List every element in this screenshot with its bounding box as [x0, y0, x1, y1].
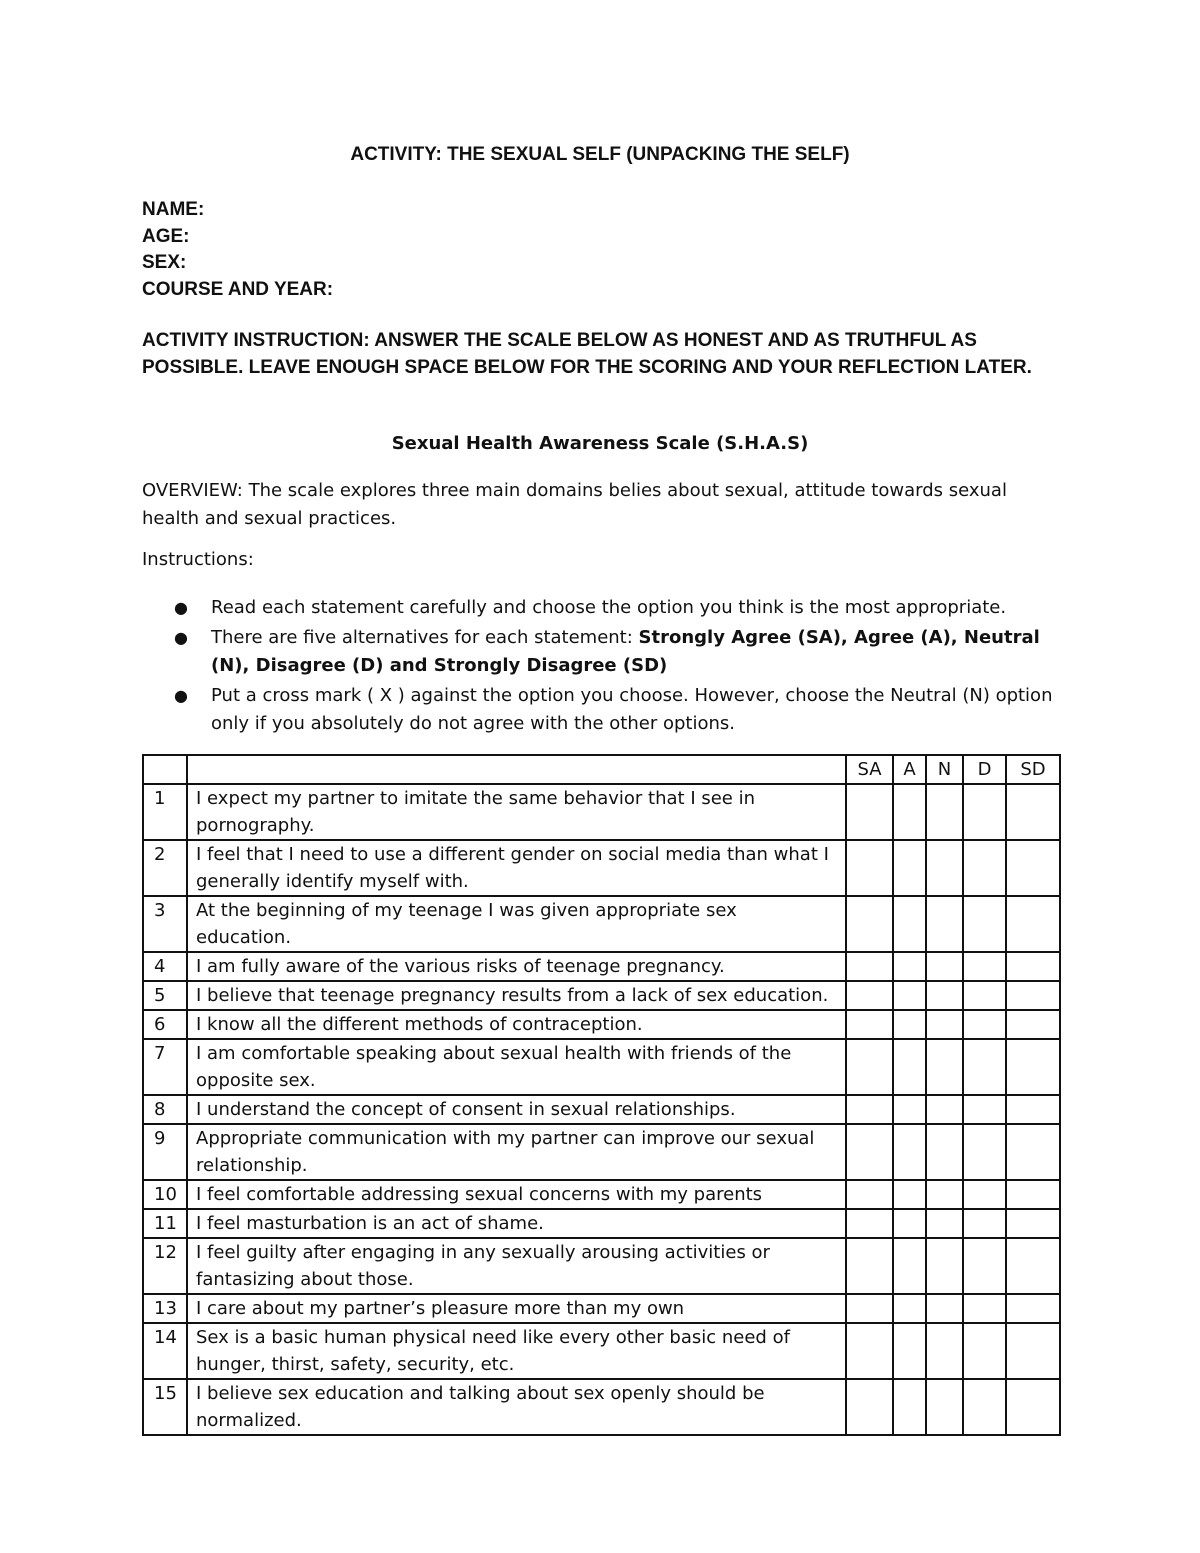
item-statement: I expect my partner to imitate the same behavior that I see in pornography. [187, 784, 846, 840]
item-statement: I feel masturbation is an act of shame. [187, 1209, 846, 1238]
answer-cell-sa[interactable] [846, 840, 893, 896]
table-header-row [143, 755, 1060, 784]
answer-cell-sa[interactable] [846, 1294, 893, 1323]
page-title: ACTIVITY: THE SEXUAL SELF (UNPACKING THE SELF) [350, 144, 850, 165]
answer-cell-n[interactable] [926, 896, 963, 952]
sex-field-label: SEX: [142, 252, 187, 273]
list-item [142, 682, 1062, 739]
bullet-text: There are five alternatives for each statement: [211, 626, 639, 648]
table-row [143, 1294, 1060, 1323]
answer-cell-d[interactable] [963, 952, 1006, 981]
answer-cell-n[interactable] [926, 952, 963, 981]
item-statement: I understand the concept of consent in sexual relationships. [187, 1095, 846, 1124]
item-statement: I feel guilty after engaging in any sexually arousing activities or fantasizing about those. [187, 1238, 846, 1294]
table-row [143, 840, 1060, 896]
answer-cell-sa[interactable] [846, 784, 893, 840]
student-info-fields [142, 197, 333, 303]
answer-cell-n[interactable] [926, 1010, 963, 1039]
table-row [143, 1095, 1060, 1124]
answer-cell-d[interactable] [963, 1294, 1006, 1323]
header-d: D [963, 755, 1006, 784]
list-item [142, 624, 1062, 681]
item-statement: I am fully aware of the various risks of teenage pregnancy. [187, 952, 846, 981]
instruction-list [142, 594, 1062, 740]
answer-cell-sd[interactable] [1006, 1039, 1060, 1095]
answer-cell-sa[interactable] [846, 1379, 893, 1435]
answer-cell-a[interactable] [893, 896, 926, 952]
answer-cell-n[interactable] [926, 1294, 963, 1323]
table-row [143, 1209, 1060, 1238]
answer-cell-n[interactable] [926, 1209, 963, 1238]
table-row [143, 1238, 1060, 1294]
item-statement: I feel that I need to use a different gender on social media than what I generally identify myself with. [187, 840, 846, 896]
answer-cell-sd[interactable] [1006, 784, 1060, 840]
answer-cell-n[interactable] [926, 784, 963, 840]
answer-cell-n[interactable] [926, 981, 963, 1010]
answer-cell-sd[interactable] [1006, 1238, 1060, 1294]
answer-cell-sd[interactable] [1006, 1010, 1060, 1039]
item-number: 13 [143, 1294, 187, 1323]
table-row [143, 784, 1060, 840]
bullet-icon: ● [174, 598, 188, 617]
answer-cell-sd[interactable] [1006, 896, 1060, 952]
answer-cell-sd[interactable] [1006, 1180, 1060, 1209]
item-number: 1 [143, 784, 187, 840]
instructions-label: Instructions: [142, 549, 254, 570]
item-statement: I know all the different methods of contraception. [187, 1010, 846, 1039]
item-statement: I am comfortable speaking about sexual health with friends of the opposite sex. [187, 1039, 846, 1095]
answer-cell-sa[interactable] [846, 1095, 893, 1124]
item-number: 15 [143, 1379, 187, 1435]
answer-cell-a[interactable] [893, 1095, 926, 1124]
answer-cell-a[interactable] [893, 1124, 926, 1180]
table-row [143, 896, 1060, 952]
table-body [143, 784, 1060, 1435]
age-field-label: AGE: [142, 225, 190, 247]
answer-cell-a[interactable] [893, 784, 926, 840]
answer-cell-n[interactable] [926, 840, 963, 896]
table-row [143, 1323, 1060, 1379]
answer-cell-sd[interactable] [1006, 952, 1060, 981]
item-number: 5 [143, 981, 187, 1010]
answer-cell-n[interactable] [926, 1180, 963, 1209]
overview-paragraph: OVERVIEW: The scale explores three main domains belies about sexual, attitude towards sexual health and sexual practices. [142, 480, 1007, 529]
item-number: 7 [143, 1039, 187, 1095]
answer-cell-a[interactable] [893, 1209, 926, 1238]
item-number: 2 [143, 840, 187, 896]
answer-cell-n[interactable] [926, 1095, 963, 1124]
name-field-label: NAME: [142, 199, 205, 220]
answer-cell-a[interactable] [893, 981, 926, 1010]
item-number: 4 [143, 952, 187, 981]
answer-cell-n[interactable] [926, 1238, 963, 1294]
item-statement: I believe sex education and talking about sex openly should be normalized. [187, 1379, 846, 1435]
answer-cell-sa[interactable] [846, 952, 893, 981]
item-number: 14 [143, 1323, 187, 1379]
answer-cell-d[interactable] [963, 1039, 1006, 1095]
item-statement: I care about my partner’s pleasure more than my own [187, 1294, 846, 1323]
answer-cell-a[interactable] [893, 1180, 926, 1209]
answer-cell-sd[interactable] [1006, 1124, 1060, 1180]
course-field-label: COURSE AND YEAR: [142, 278, 334, 300]
answer-cell-n[interactable] [926, 1323, 963, 1379]
answer-cell-d[interactable] [963, 1379, 1006, 1435]
answer-cell-d[interactable] [963, 1323, 1006, 1379]
answer-cell-d[interactable] [963, 896, 1006, 952]
answer-cell-a[interactable] [893, 840, 926, 896]
table-row [143, 1379, 1060, 1435]
item-statement: I feel comfortable addressing sexual concerns with my parents [187, 1180, 846, 1209]
header-statement-cell [187, 755, 846, 784]
item-statement: I believe that teenage pregnancy results from a lack of sex education. [187, 981, 846, 1010]
answer-cell-n[interactable] [926, 1039, 963, 1095]
answer-cell-sa[interactable] [846, 1124, 893, 1180]
bullet-icon: ● [174, 685, 188, 705]
answer-cell-sa[interactable] [846, 1010, 893, 1039]
answer-cell-sd[interactable] [1006, 1209, 1060, 1238]
answer-cell-sa[interactable] [846, 1039, 893, 1095]
answer-cell-sd[interactable] [1006, 1323, 1060, 1379]
answer-cell-d[interactable] [963, 981, 1006, 1010]
answer-cell-a[interactable] [893, 1039, 926, 1095]
answer-cell-d[interactable] [963, 1010, 1006, 1039]
table-row [143, 1010, 1060, 1039]
item-number: 6 [143, 1010, 187, 1039]
bullet-text: Read each statement carefully and choose the option you think is the most appropriate. [211, 597, 1007, 618]
bullet-bold-text: Strongly Agree (SA), Agree (A), Neutral (N), Disagree (D) and Strongly Disagree (SD) [211, 626, 1040, 676]
header-number-cell [143, 755, 187, 784]
table-row [143, 1039, 1060, 1095]
item-number: 9 [143, 1124, 187, 1180]
item-number: 11 [143, 1209, 187, 1238]
answer-cell-sa[interactable] [846, 1238, 893, 1294]
list-item [142, 594, 1062, 623]
answer-cell-a[interactable] [893, 1294, 926, 1323]
table-row [143, 981, 1060, 1010]
header-sd: SD [1006, 755, 1060, 784]
item-number: 3 [143, 896, 187, 952]
item-number: 12 [143, 1238, 187, 1294]
answer-cell-sd[interactable] [1006, 1095, 1060, 1124]
header-a: A [893, 755, 926, 784]
item-statement: At the beginning of my teenage I was given appropriate sex education. [187, 896, 846, 952]
table-row [143, 1124, 1060, 1180]
answer-cell-sd[interactable] [1006, 981, 1060, 1010]
answer-cell-d[interactable] [963, 1209, 1006, 1238]
answer-cell-a[interactable] [893, 1379, 926, 1435]
answer-cell-n[interactable] [926, 1379, 963, 1435]
table-row [143, 952, 1060, 981]
scale-table [142, 754, 1061, 1436]
answer-cell-sa[interactable] [846, 1180, 893, 1209]
answer-cell-sa[interactable] [846, 1323, 893, 1379]
bullet-text: Put a cross mark ( X ) against the option you choose. However, choose the Neutral (N) option only if you absolutely do not agree with the other options. [211, 684, 1053, 734]
scale-title: Sexual Health Awareness Scale (S.H.A.S) [391, 433, 809, 454]
answer-cell-a[interactable] [893, 952, 926, 981]
item-number: 10 [143, 1180, 187, 1209]
answer-cell-sa[interactable] [846, 896, 893, 952]
answer-cell-d[interactable] [963, 784, 1006, 840]
item-statement: Appropriate communication with my partner can improve our sexual relationship. [187, 1124, 846, 1180]
answer-cell-n[interactable] [926, 1124, 963, 1180]
activity-instruction: ACTIVITY INSTRUCTION: ANSWER THE SCALE BELOW AS HONEST AND AS TRUTHFUL AS POSSIBLE. LEAVE ENOUGH SPACE BELOW FOR THE SCORING AND YOUR REFLECTION LATER. [142, 330, 1032, 378]
header-n: N [926, 755, 963, 784]
answer-cell-d[interactable] [963, 1238, 1006, 1294]
answer-cell-d[interactable] [963, 1180, 1006, 1209]
item-statement: Sex is a basic human physical need like every other basic need of hunger, thirst, safety, security, etc. [187, 1323, 846, 1379]
answer-cell-sa[interactable] [846, 1209, 893, 1238]
answer-cell-a[interactable] [893, 1238, 926, 1294]
header-sa: SA [846, 755, 893, 784]
answer-cell-sa[interactable] [846, 981, 893, 1010]
table-row [143, 1180, 1060, 1209]
answer-cell-sd[interactable] [1006, 1379, 1060, 1435]
answer-cell-sd[interactable] [1006, 840, 1060, 896]
answer-cell-d[interactable] [963, 1124, 1006, 1180]
answer-cell-sd[interactable] [1006, 1294, 1060, 1323]
item-number: 8 [143, 1095, 187, 1124]
answer-cell-d[interactable] [963, 1095, 1006, 1124]
answer-cell-a[interactable] [893, 1323, 926, 1379]
bullet-icon: ● [174, 627, 188, 647]
answer-cell-a[interactable] [893, 1010, 926, 1039]
answer-cell-d[interactable] [963, 840, 1006, 896]
